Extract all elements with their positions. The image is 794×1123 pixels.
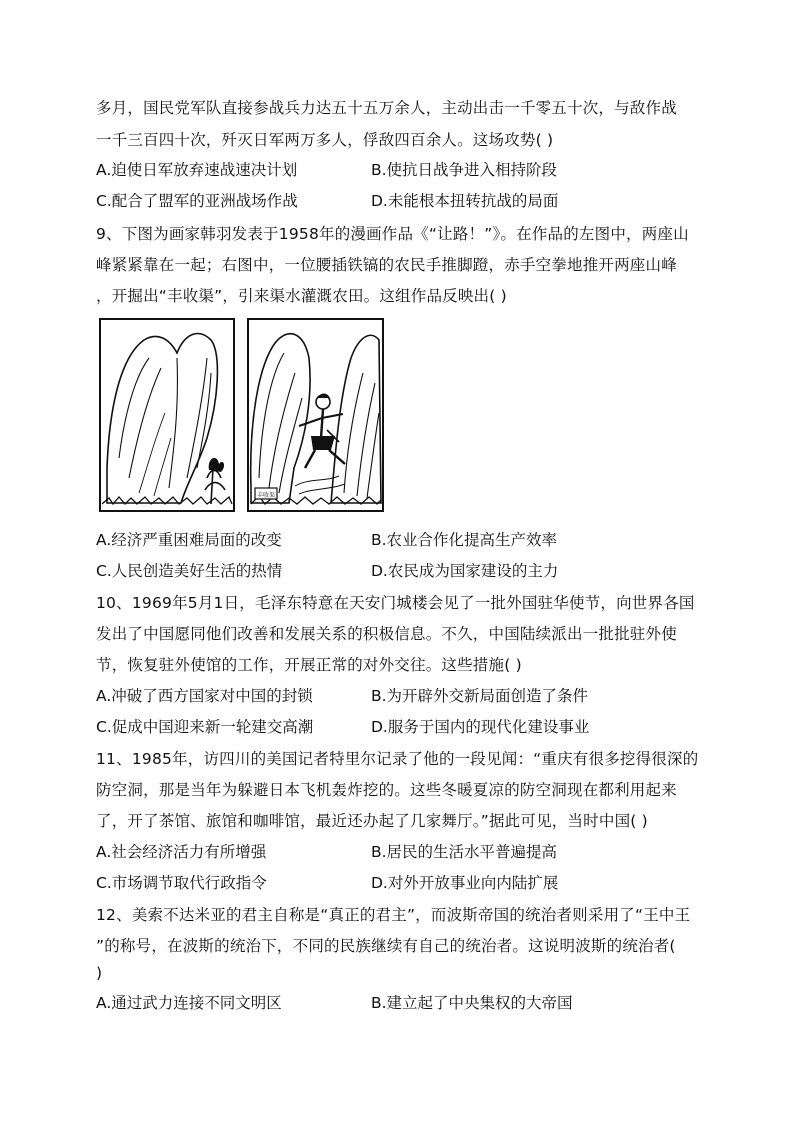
q9-option-d: D.农民成为国家建设的主力: [371, 562, 559, 580]
q8-option-a: A.迫使日军放弃速战速决计划: [96, 161, 298, 179]
q11-option-c: C.市场调节取代行政指令: [96, 874, 267, 892]
q8-option-d: D.未能根本扭转抗战的局面: [371, 192, 559, 210]
q9-text-line-3: ，开掘出“丰收渠”，引来渠水灌溉农田。这组作品反映出( ): [96, 287, 507, 305]
q11-option-a: A.社会经济活力有所增强: [96, 843, 267, 861]
cartoon-left-panel: [100, 319, 234, 511]
q10-option-a: A.冲破了西方国家对中国的封锁: [96, 687, 313, 705]
q12-option-b: B.建立起了中央集权的大帝国: [371, 994, 573, 1012]
q10-option-c: C.促成中国迎来新一轮建交高潮: [96, 718, 314, 736]
q12-text-line-2: ”的称号，在波斯的统治下，不同的民族继续有自己的统治者。这说明波斯的统治者(: [96, 937, 676, 955]
q8-text-line-1: 多月，国民党军队直接参战兵力达五十五万余人，主动出击一千零五十次，与敌作战: [96, 99, 677, 117]
cartoon-illustration: [99, 318, 385, 514]
q10-option-d: D.服务于国内的现代化建设事业: [371, 718, 590, 736]
q8-option-c: C.配合了盟军的亚洲战场作战: [96, 192, 298, 210]
q8-text-line-2: 一千三百四十次，歼灭日军两万多人，俘敌四百余人。这场攻势( ): [96, 131, 554, 149]
q10-option-b: B.为开辟外交新局面创造了条件: [371, 687, 589, 705]
q12-text-line-1: 12、美索不达米亚的君主自称是“真正的君主”，而波斯帝国的统治者则采用了“王中王: [96, 906, 691, 924]
q9-option-c: C.人民创造美好生活的热情: [96, 562, 283, 580]
q11-text-line-3: 了，开了茶馆、旅馆和咖啡馆，最近还办起了几家舞厅。”据此可见，当时中国( ): [96, 812, 648, 830]
q10-text-line-3: 节，恢复驻外使馆的工作，开展正常的对外交往。这些措施( ): [96, 656, 522, 674]
q11-text-line-1: 11、1985年，访四川的美国记者特里尔记录了他的一段见闻：“重庆有很多挖得很深的: [96, 750, 699, 768]
cartoon-sign-text: 丰收渠: [256, 492, 276, 499]
q9-option-a: A.经济严重困难局面的改变: [96, 531, 282, 549]
q9-text-line-1: 9、下图为画家韩羽发表于1958年的漫画作品《“让路！”》。在作品的左图中，两座山: [96, 225, 689, 243]
q11-option-b: B.居民的生活水平普遍提高: [371, 843, 558, 861]
q11-option-d: D.对外开放事业向内陆扩展: [371, 874, 559, 892]
q10-text-line-1: 10、1969年5月1日，毛泽东特意在天安门城楼会见了一批外国驻华使节，向世界各国: [96, 594, 695, 612]
q9-option-b: B.农业合作化提高生产效率: [371, 531, 558, 549]
cartoon-image: [99, 318, 385, 518]
q12-text-line-3: ): [96, 964, 103, 982]
q9-text-line-2: 峰紧紧靠在一起；右图中，一位腰插铁镐的农民手推脚蹬，赤手空拳地推开两座山峰: [96, 256, 677, 274]
q11-text-line-2: 防空洞，那是当年为躲避日本飞机轰炸挖的。这些冬暖夏凉的防空洞现在都利用起来: [96, 781, 677, 799]
cartoon-right-panel: [248, 319, 383, 511]
q8-option-b: B.使抗日战争进入相持阶段: [371, 161, 558, 179]
q12-option-a: A.通过武力连接不同文明区: [96, 994, 282, 1012]
q10-text-line-2: 发出了中国愿同他们改善和发展关系的积极信息。不久，中国陆续派出一批批驻外使: [96, 625, 677, 643]
